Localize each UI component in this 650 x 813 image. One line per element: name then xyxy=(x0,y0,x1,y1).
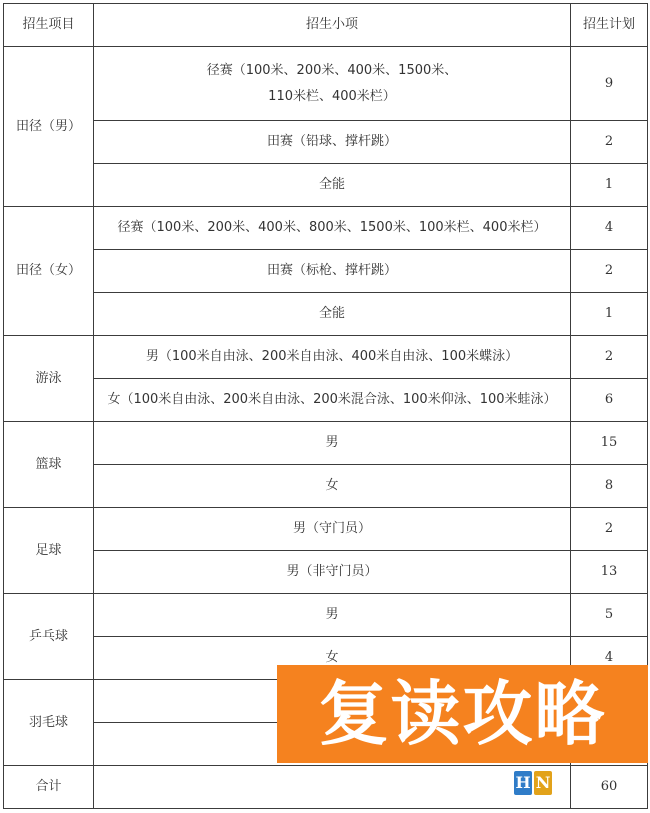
table-row xyxy=(4,551,648,594)
subitem-cell: 女（100米自由泳、200米自由泳、200米混合泳、100米仰泳、100米蛙泳） xyxy=(94,379,571,422)
plan-cell: 5 xyxy=(571,594,648,637)
table-row xyxy=(4,207,648,250)
total-label: 合计 xyxy=(4,766,94,809)
subitem-cell: 女 xyxy=(94,465,571,508)
hn-logo xyxy=(514,771,554,799)
table-row xyxy=(4,594,648,637)
group-name: 乒乓球 xyxy=(4,594,94,680)
group-name: 游泳 xyxy=(4,336,94,422)
subitem-cell: 女 xyxy=(94,637,571,680)
logo-letter-n: N xyxy=(534,771,552,795)
table-row xyxy=(4,465,648,508)
subitem-cell: 全能 xyxy=(94,293,571,336)
subitem-cell xyxy=(94,47,571,121)
table-row xyxy=(4,379,648,422)
header-project: 招生项目 xyxy=(4,4,94,47)
plan-cell: 1 xyxy=(571,164,648,207)
total-empty-cell xyxy=(94,766,571,809)
group-name: 羽毛球 xyxy=(4,680,94,766)
plan-cell: 6 xyxy=(571,379,648,422)
plan-cell: 15 xyxy=(571,422,648,465)
subitem-line: 110米栏、400米栏） xyxy=(268,88,396,104)
table-row xyxy=(4,293,648,336)
plan-cell: 8 xyxy=(571,465,648,508)
header-plan: 招生计划 xyxy=(571,4,648,47)
subitem-cell: 男 xyxy=(94,422,571,465)
group-name: 篮球 xyxy=(4,422,94,508)
subitem-cell: 田赛（标枪、撑杆跳） xyxy=(94,250,571,293)
plan-cell: 2 xyxy=(571,336,648,379)
subitem-cell: 男（非守门员） xyxy=(94,551,571,594)
header-subitem: 招生小项 xyxy=(94,4,571,47)
subitem-line: 径赛（100米、200米、400米、1500米、 xyxy=(206,62,458,78)
group-name: 田径（男） xyxy=(4,47,94,207)
total-value: 60 xyxy=(571,766,648,809)
table-row xyxy=(4,250,648,293)
plan-cell: 2 xyxy=(571,121,648,164)
plan-cell: 2 xyxy=(571,250,648,293)
plan-cell: 4 xyxy=(571,637,648,680)
subitem-cell: 田赛（铅球、撑杆跳） xyxy=(94,121,571,164)
table-row xyxy=(4,422,648,465)
plan-cell: 13 xyxy=(571,551,648,594)
table-row xyxy=(4,47,648,121)
logo-letter-h: H xyxy=(514,771,532,795)
subitem-cell: 径赛（100米、200米、400米、800米、1500米、100米栏、400米栏） xyxy=(94,207,571,250)
subitem-cell: 男 xyxy=(94,594,571,637)
table-row xyxy=(4,336,648,379)
group-name: 田径（女） xyxy=(4,207,94,336)
table-header-row xyxy=(4,4,648,47)
table-row xyxy=(4,164,648,207)
subitem-cell: 男（100米自由泳、200米自由泳、400米自由泳、100米蝶泳） xyxy=(94,336,571,379)
table-row xyxy=(4,508,648,551)
subitem-cell: 男（守门员） xyxy=(94,508,571,551)
plan-cell: 4 xyxy=(571,207,648,250)
subitem-cell: 全能 xyxy=(94,164,571,207)
plan-cell: 2 xyxy=(571,508,648,551)
plan-cell: 1 xyxy=(571,293,648,336)
plan-cell: 9 xyxy=(571,47,648,121)
table-row xyxy=(4,121,648,164)
watermark-banner: 复读攻略 xyxy=(277,665,648,763)
group-name: 足球 xyxy=(4,508,94,594)
